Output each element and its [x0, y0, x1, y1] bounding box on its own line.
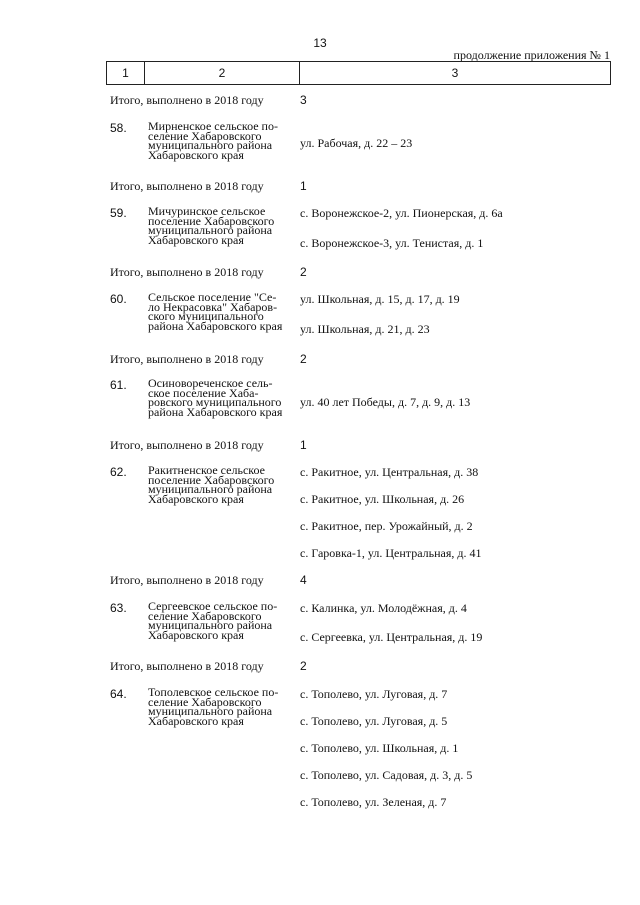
settlement-name: Тополевское сельское по- селение Хабаровского муниципального района Хабаровского края	[148, 685, 279, 728]
address: с. Ракитное, ул. Школьная, д. 26	[300, 492, 465, 506]
total-label: Итого, выполнено в 2018 году	[110, 659, 264, 673]
settlement-name: Сельское поселение "Се- ло Некрасовка" Хабаров- ского муниципального района Хабаровского края	[148, 290, 283, 333]
address: с. Воронежское-2, ул. Пионерская, д. 6а	[300, 206, 503, 220]
address: с. Тополево, ул. Зеленая, д. 7	[300, 795, 447, 809]
page-number: 13	[313, 36, 327, 50]
total-count: 2	[300, 352, 307, 366]
entry-number: 59.	[110, 206, 127, 220]
address: ул. Школьная, д. 15, д. 17, д. 19	[300, 292, 460, 306]
total-label: Итого, выполнено в 2018 году	[110, 573, 264, 587]
total-label: Итого, выполнено в 2018 году	[110, 179, 264, 193]
entry-number: 62.	[110, 465, 127, 479]
settlement-name: Сергеевское сельское по- селение Хабаровского муниципального района Хабаровского края	[148, 599, 278, 642]
total-label: Итого, выполнено в 2018 году	[110, 265, 264, 279]
address: с. Тополево, ул. Школьная, д. 1	[300, 741, 459, 755]
address: с. Гаровка-1, ул. Центральная, д. 41	[300, 546, 482, 560]
address: ул. Рабочая, д. 22 – 23	[300, 136, 413, 150]
total-count: 1	[300, 179, 307, 193]
entry-number: 60.	[110, 292, 127, 306]
total-count: 2	[300, 659, 307, 673]
address: с. Тополево, ул. Садовая, д. 3, д. 5	[300, 768, 473, 782]
total-count: 1	[300, 438, 307, 452]
total-count: 3	[300, 93, 307, 107]
address: с. Ракитное, ул. Центральная, д. 38	[300, 465, 479, 479]
total-label: Итого, выполнено в 2018 году	[110, 438, 264, 452]
total-label: Итого, выполнено в 2018 году	[110, 93, 264, 107]
column-header-1: 1	[107, 62, 145, 85]
address: с. Калинка, ул. Молодёжная, д. 4	[300, 601, 467, 615]
address: с. Тополево, ул. Луговая, д. 7	[300, 687, 448, 701]
total-count: 2	[300, 265, 307, 279]
column-header-2: 2	[145, 62, 300, 85]
continuation-label: продолжение приложения № 1	[453, 48, 610, 62]
settlement-name: Мирненское сельское по- селение Хабаровского муниципального района Хабаровского края	[148, 119, 278, 162]
address: ул. 40 лет Победы, д. 7, д. 9, д. 13	[300, 395, 471, 409]
entry-number: 61.	[110, 378, 127, 392]
settlement-name: Мичуринское сельское поселение Хабаровского муниципального района Хабаровского края	[148, 204, 275, 247]
entry-number: 63.	[110, 601, 127, 615]
address: с. Воронежское-3, ул. Тенистая, д. 1	[300, 236, 484, 250]
address: с. Сергеевка, ул. Центральная, д. 19	[300, 630, 483, 644]
address: с. Ракитное, пер. Урожайный, д. 2	[300, 519, 473, 533]
entry-number: 58.	[110, 121, 127, 135]
entry-number: 64.	[110, 687, 127, 701]
total-label: Итого, выполнено в 2018 году	[110, 352, 264, 366]
settlement-name: Ракитненское сельское поселение Хабаровского муниципального района Хабаровского края	[148, 463, 275, 506]
column-header-table	[106, 61, 611, 85]
column-header-3: 3	[300, 62, 611, 85]
total-count: 4	[300, 573, 307, 587]
address: с. Тополево, ул. Луговая, д. 5	[300, 714, 448, 728]
address: ул. Школьная, д. 21, д. 23	[300, 322, 430, 336]
settlement-name: Осиновореченское сель- ское поселение Хаба- ровского муниципального района Хабаровского края	[148, 376, 283, 419]
